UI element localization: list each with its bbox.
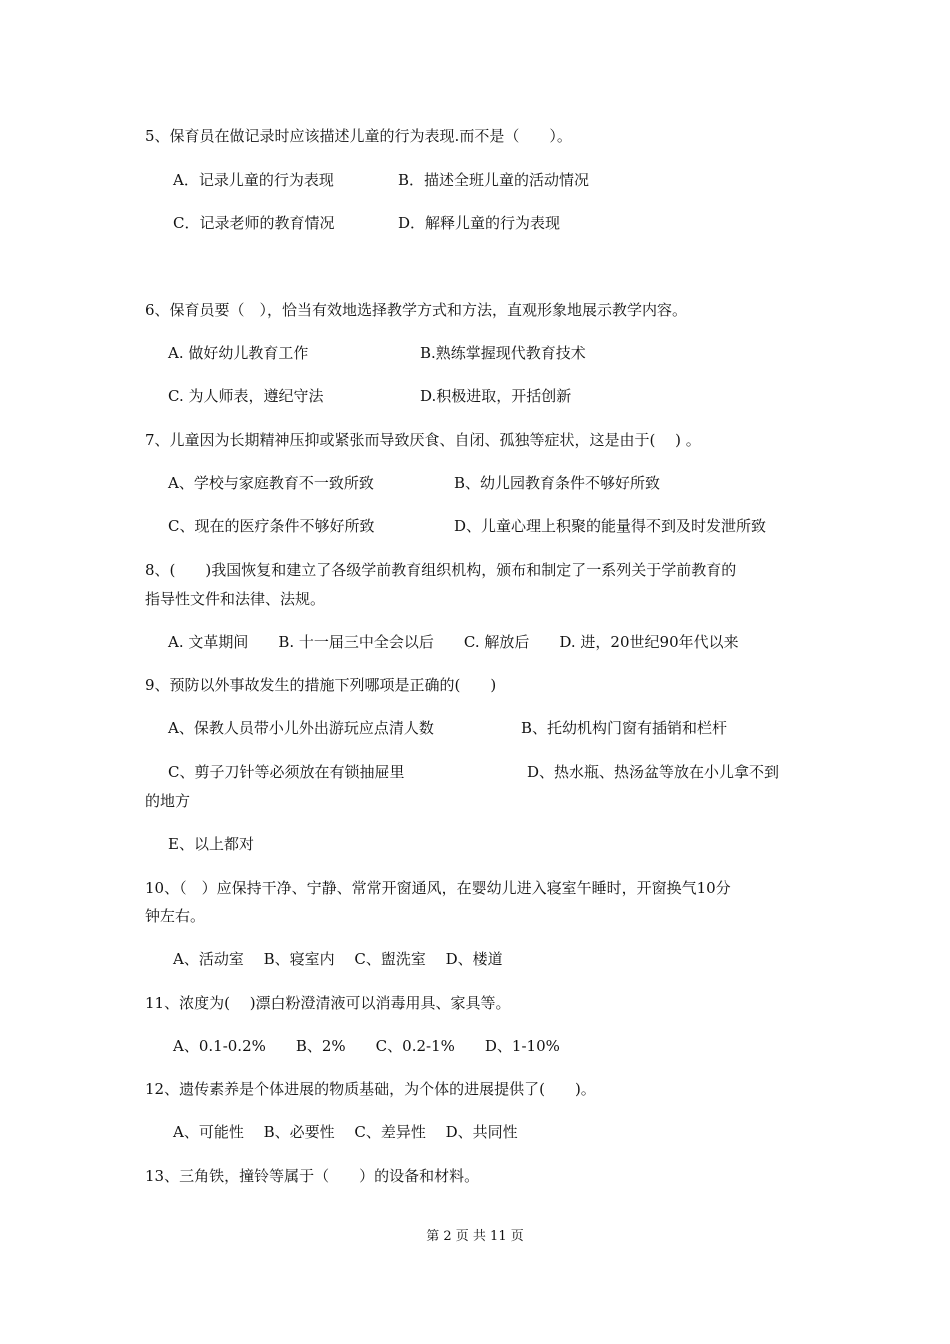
question-11-options: A、0.1-0.2% B、2% C、0.2-1% D、1-10% bbox=[173, 1037, 560, 1055]
question-11-stem: 11、浓度为( )漂白粉澄清液可以消毒用具、家具等。 bbox=[145, 994, 511, 1012]
question-5-option-b: B．描述全班儿童的活动情况 bbox=[398, 171, 590, 189]
question-9-option-c: C、剪子刀针等必须放在有锁抽屉里 bbox=[168, 763, 405, 781]
question-6-option-c: C. 为人师表，遵纪守法 bbox=[168, 387, 324, 405]
question-7-option-a: A、学校与家庭教育不一致所致 bbox=[168, 474, 374, 492]
page-footer: 第 2 页 共 11 页 bbox=[426, 1229, 524, 1244]
question-9-option-d-continued: 的地方 bbox=[145, 792, 191, 810]
question-8-stem-line-1: 8、( )我国恢复和建立了各级学前教育组织机构，颁布和制定了一系列关于学前教育的 bbox=[145, 561, 737, 579]
question-12-stem: 12、遗传素养是个体进展的物质基础，为个体的进展提供了( )。 bbox=[145, 1080, 596, 1098]
question-5-option-c: C．记录老师的教育情况 bbox=[173, 214, 335, 232]
question-6-option-a: A. 做好幼儿教育工作 bbox=[168, 344, 309, 362]
question-8-stem-line-2: 指导性文件和法律、法规。 bbox=[145, 590, 326, 608]
question-10-options: A、活动室 B、寝室内 C、盥洗室 D、楼道 bbox=[173, 950, 503, 968]
question-10-stem-line-2: 钟左右。 bbox=[145, 907, 206, 925]
question-9-stem: 9、预防以外事故发生的措施下列哪项是正确的( ) bbox=[145, 676, 497, 694]
question-5-stem: 5、保育员在做记录时应该描述儿童的行为表现.而不是（ ）。 bbox=[145, 127, 572, 145]
question-12-options: A、可能性 B、必要性 C、差异性 D、共同性 bbox=[173, 1123, 518, 1141]
question-9-option-e: E、以上都对 bbox=[168, 835, 254, 853]
question-9-option-b: B、托幼机构门窗有插销和栏杆 bbox=[521, 719, 728, 737]
question-9-option-d: D、热水瓶、热汤盆等放在小儿拿不到 bbox=[527, 763, 780, 781]
question-7-option-b: B、幼儿园教育条件不够好所致 bbox=[454, 474, 661, 492]
question-6-option-b: B.熟练掌握现代教育技术 bbox=[420, 344, 586, 362]
question-7-option-c: C、现在的医疗条件不够好所致 bbox=[168, 517, 375, 535]
question-7-option-d: D、儿童心理上积聚的能量得不到及时发泄所致 bbox=[454, 517, 767, 535]
question-5-option-a: A．记录儿童的行为表现 bbox=[173, 171, 334, 189]
question-6-option-d: D.积极进取，开括创新 bbox=[420, 387, 572, 405]
question-5-option-d: D．解释儿童的行为表现 bbox=[398, 214, 561, 232]
question-8-options: A. 文革期间 B. 十一届三中全会以后 C. 解放后 D. 进，20世纪90年代以来 bbox=[168, 633, 739, 651]
question-7-stem: 7、儿童因为长期精神压抑或紧张而导致厌食、自闭、孤独等症状，这是由于( ) 。 bbox=[145, 431, 701, 449]
question-6-stem: 6、保育员要（ ），恰当有效地选择教学方式和方法，直观形象地展示教学内容。 bbox=[145, 301, 688, 319]
question-10-stem-line-1: 10、（ ）应保持干净、宁静、常常开窗通风，在婴幼儿进入寝室午睡时，开窗换气10分 bbox=[145, 879, 731, 897]
question-13-stem: 13、三角铁，撞铃等属于（ ）的设备和材料。 bbox=[145, 1167, 480, 1185]
question-9-option-a: A、保教人员带小儿外出游玩应点清人数 bbox=[168, 719, 434, 737]
